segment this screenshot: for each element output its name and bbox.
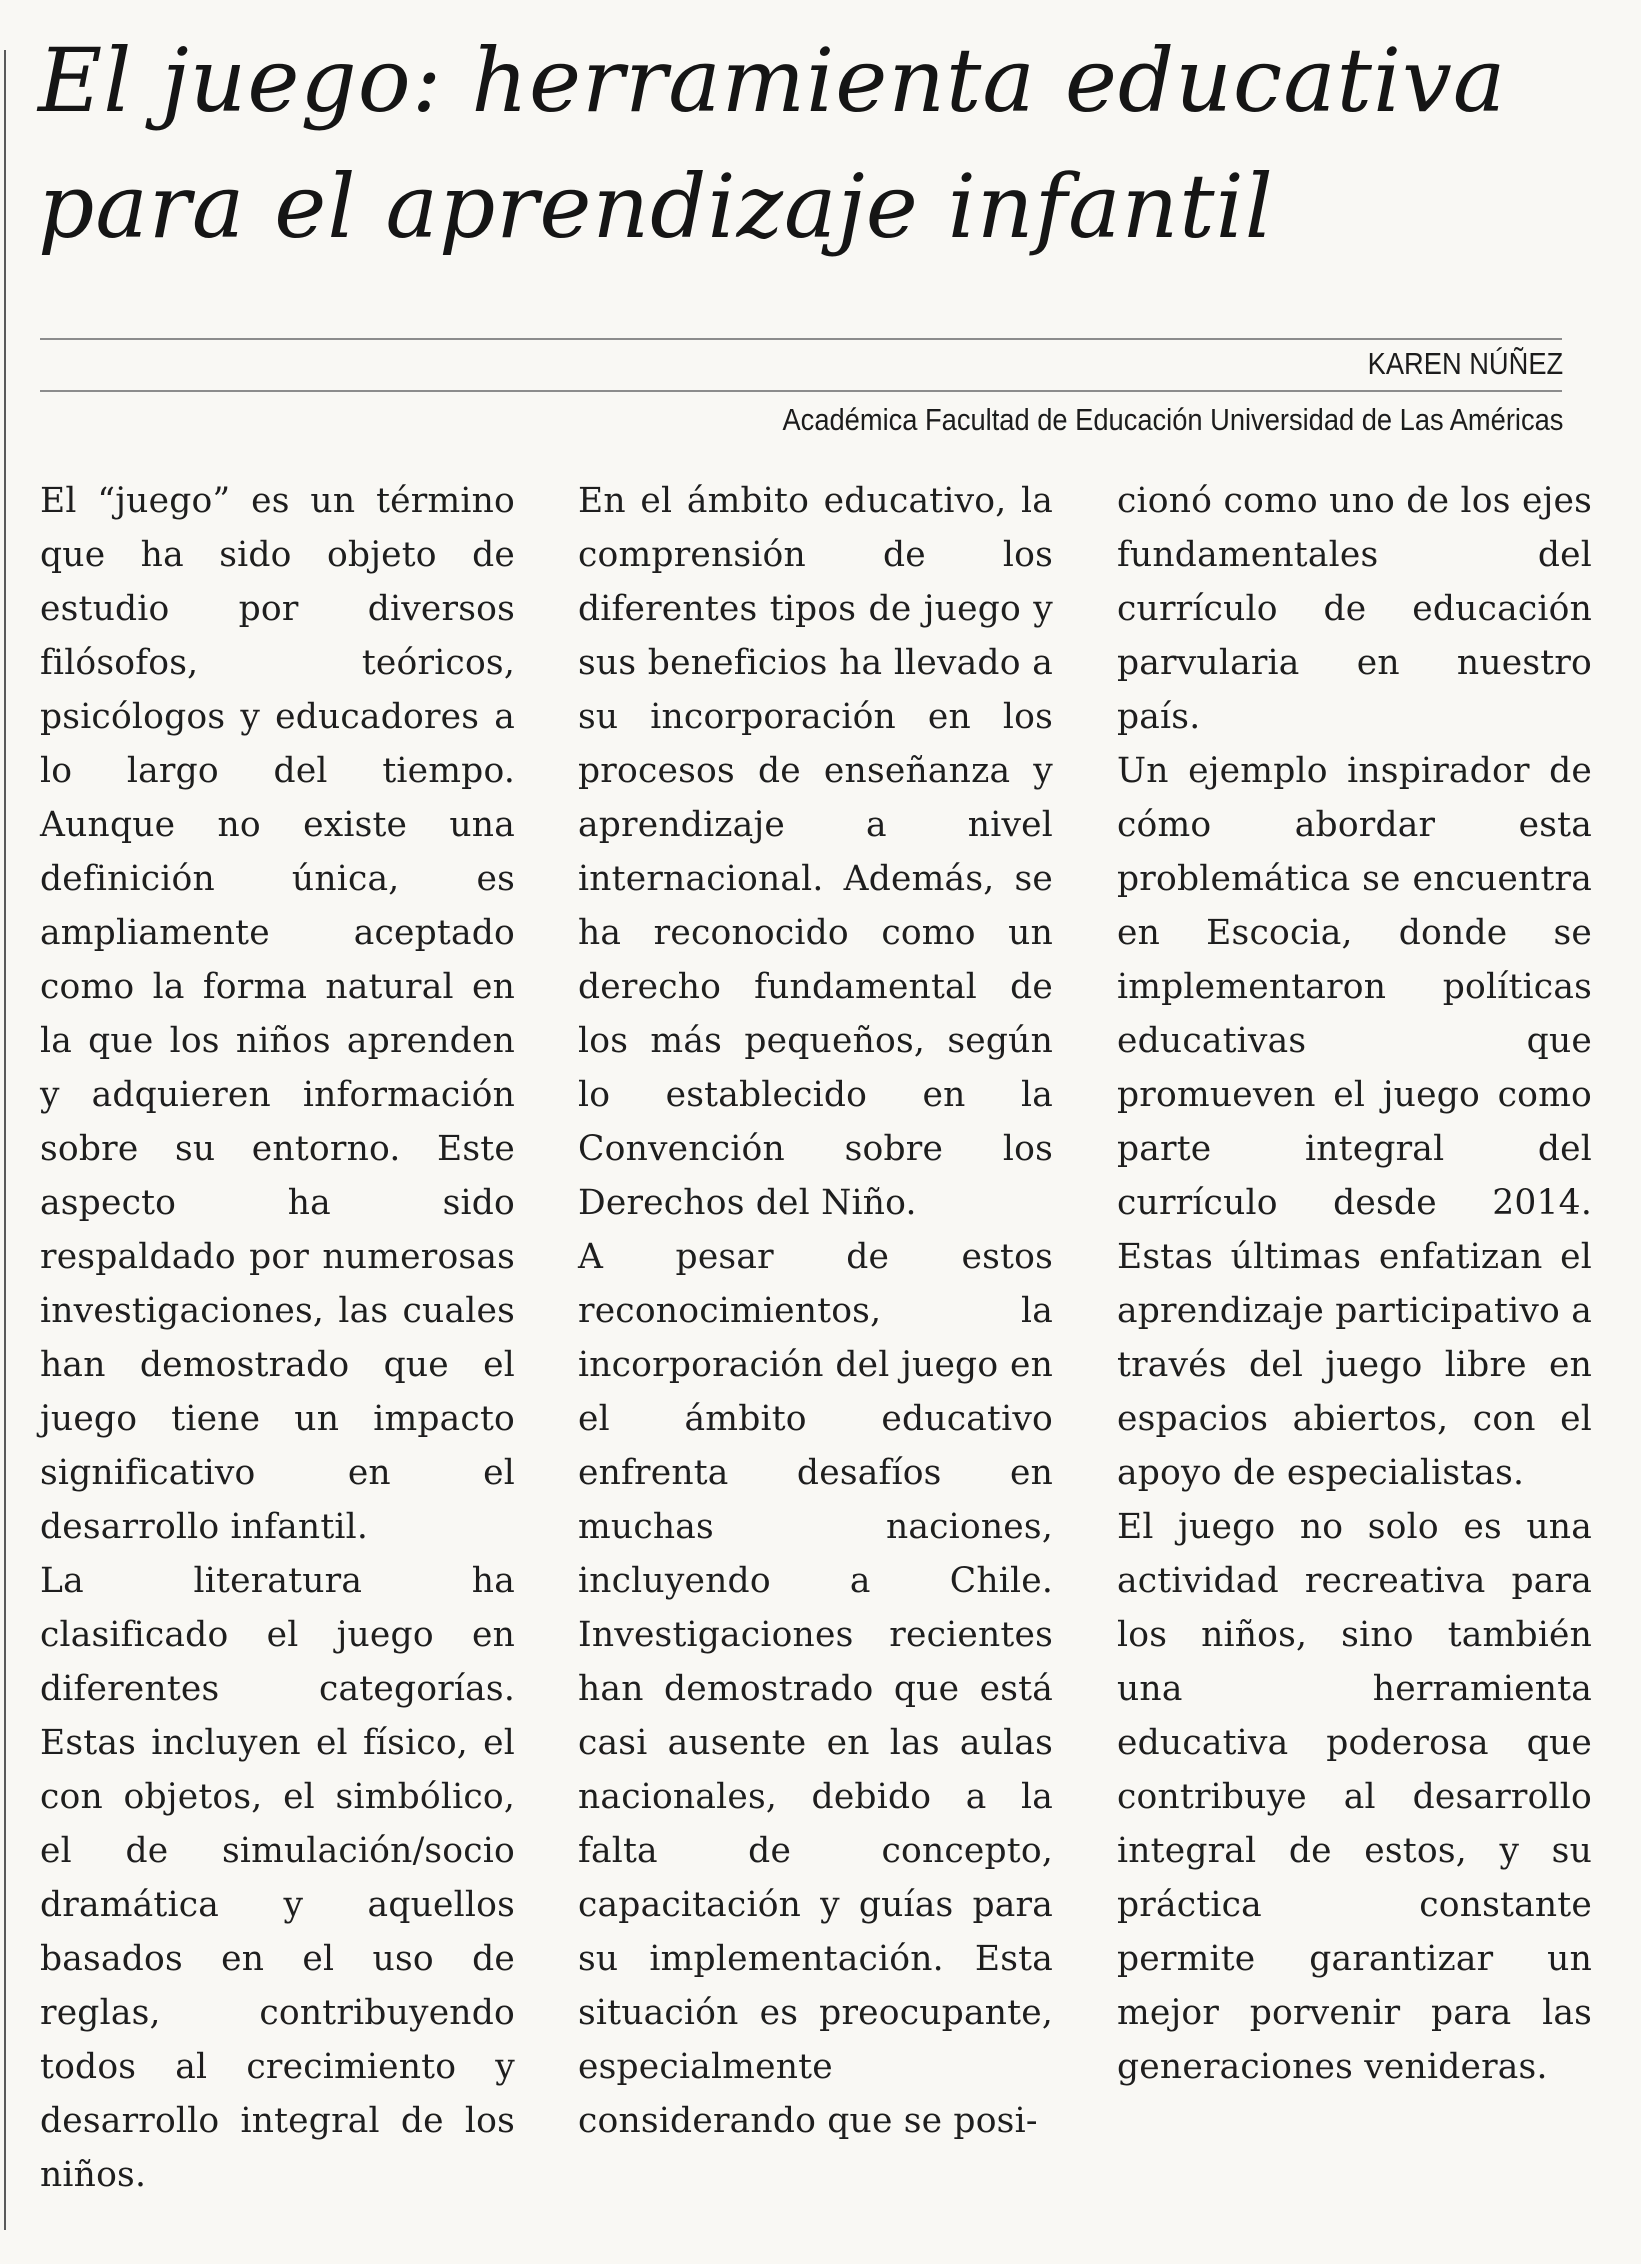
headline-line-1: El juego: herramienta educativa [38,29,1507,132]
headline-line-2: para el aprendizaje infantil [38,155,1274,258]
body-paragraph: A pesar de estos reconocimientos, la incorporación del juego en el ámbito educativo enfrenta desafíos en muchas naciones, incluyendo a Chile. Investigaciones recientes han demostrado que está casi ausente en las aulas nacionales, debido a la falta de concepto, capacitación y guías para su implementación. Esta situación es preocupante, especialmente considerando que se posi- [578,1237,1053,2141]
body-paragraph: Un ejemplo inspirador de cómo abordar esta problemática se encuentra en Escocia, donde se implementaron políticas educativas que promueven el juego como parte integral del currículo desde 2014. Estas últimas enfatizan el aprendizaje participativo a través del juego libre en espacios abiertos, con el apoyo de especialistas. [1117,751,1592,1493]
article-column-1 [40,474,515,2202]
body-paragraph: La literatura ha clasificado el juego en diferentes categorías. Estas incluyen el físico, el con objetos, el simbólico, el de simulación/socio dramática y aquellos basados en el uso de reglas, contribuyendo todos al crecimiento y desarrollo integral de los niños. [40,1561,515,2195]
page-edge-rule [4,50,6,2230]
body-paragraph: El juego no solo es una actividad recreativa para los niños, sino también una herramienta educativa poderosa que contribuye al desarrollo integral de estos, y su práctica constante permite garantizar un mejor porvenir para las generaciones venideras. [1117,1507,1592,2087]
article-column-3 [1117,474,1592,2094]
article-headline [38,18,1618,270]
body-paragraph: El “juego” es un término que ha sido objeto de estudio por diversos filósofos, teóricos, psicólogos y educadores a lo largo del tiempo. Aunque no existe una definición única, es ampliamente aceptado como la forma natural en la que los niños aprenden y adquieren información sobre su entorno. Este aspecto ha sido respaldado por numerosas investigaciones, las cuales han demostrado que el juego tiene un impacto significativo en el desarrollo infantil. [40,481,515,1547]
byline-bottom-rule [40,390,1562,392]
body-paragraph: cionó como uno de los ejes fundamentales del currículo de educación parvularia en nuestro país. [1117,481,1592,737]
byline-top-rule [40,338,1562,340]
article-column-2 [578,474,1053,2148]
body-paragraph: En el ámbito educativo, la comprensión de los diferentes tipos de juego y sus beneficios ha llevado a su incorporación en los procesos de enseñanza y aprendizaje a nivel internacional. Además, se ha reconocido como un derecho fundamental de los más pequeños, según lo establecido en la Convención sobre los Derechos del Niño. [578,481,1053,1223]
author-affiliation: Académica Facultad de Educación Universidad de Las Américas [782,402,1563,437]
author-name: KAREN NÚÑEZ [1367,346,1563,381]
